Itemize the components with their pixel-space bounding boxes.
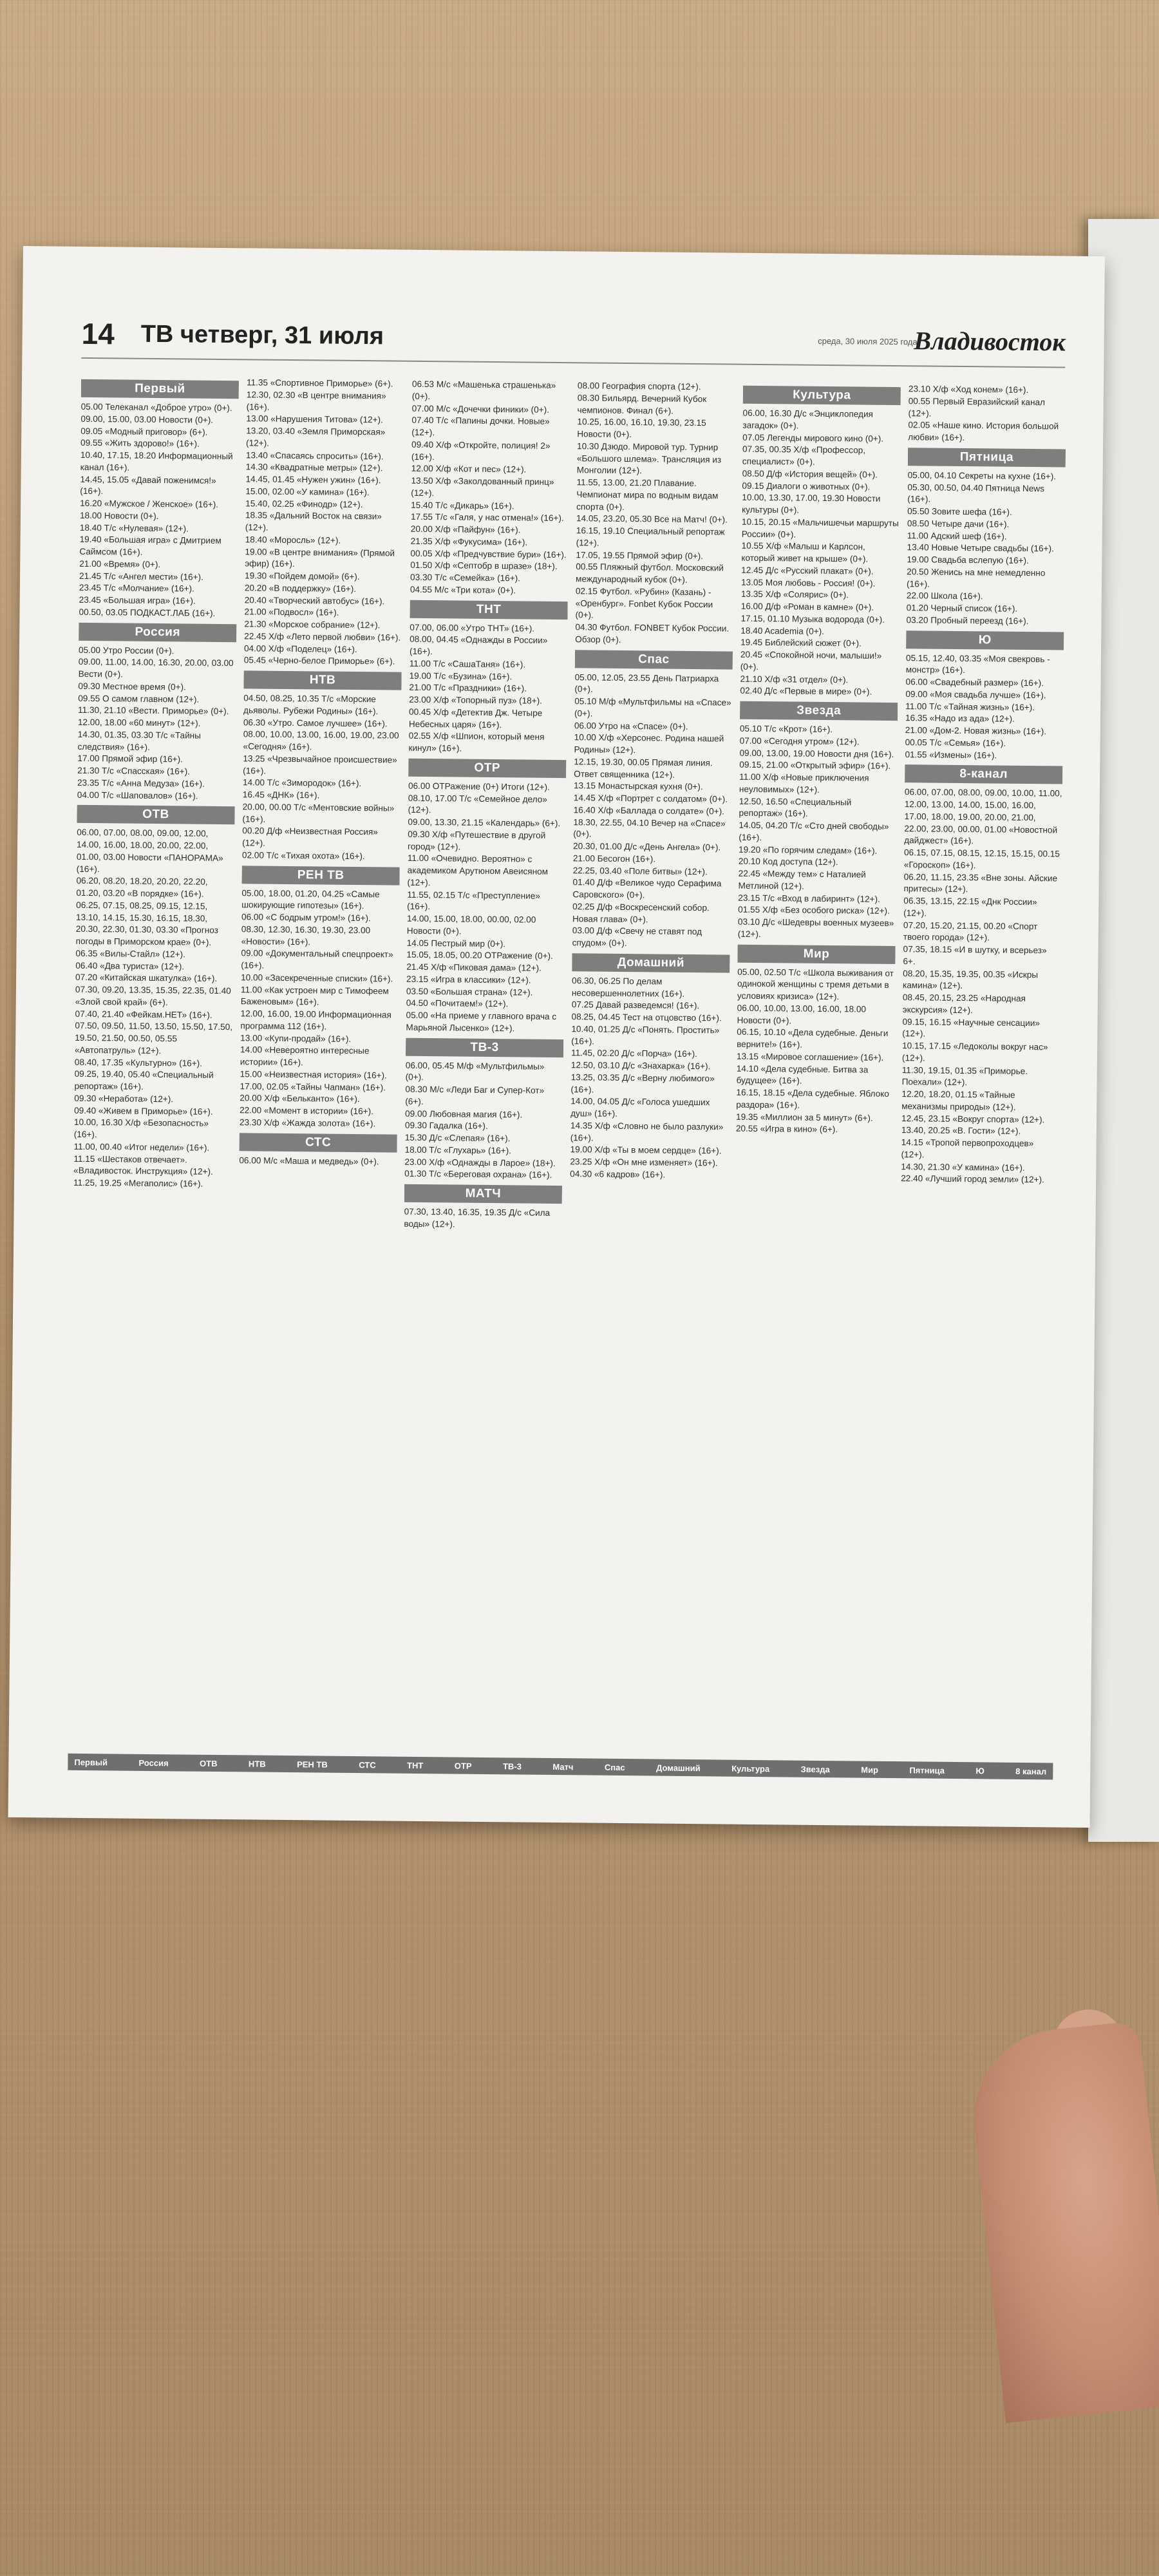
program-listing: 11.30, 19.15, 01.35 «Приморье. Поехали» (12+). xyxy=(901,1065,1028,1088)
program-listing: 06.35 «Вилы-Стайл» (12+). xyxy=(75,948,185,960)
program-listing: 12.00 Х/ф «Кот и пес» (12+). xyxy=(411,464,527,475)
program-listing: 00.05 Т/с «Семья» (16+). xyxy=(905,737,1006,748)
channel-header: Домашний xyxy=(572,953,730,972)
program-listing: 12.50, 16.50 «Специальный репортаж» (16+). xyxy=(739,796,852,819)
program-listing: 06.00, 07.00, 08.00, 09.00, 12.00, 14.00, 16.00, 18.00, 20.00, 22.00, 01.00, 03.00 Новости «ПАНОРАМА» (16+). xyxy=(76,828,223,874)
program-listing: 04.50 «Почитаем!» (12+). xyxy=(406,998,509,1009)
program-listing: 14.05, 04.20 Т/с «Сто дней свободы» (16+). xyxy=(739,820,889,842)
program-listing: 10.30 Дзюдо. Мировой тур. Турнир «Большого шлема». Трансляция из Монголии (12+). xyxy=(576,441,722,476)
footer-channel-label: Звезда xyxy=(800,1764,830,1774)
program-listing: 05.45 «Черно-белое Приморье» (6+). xyxy=(243,655,395,667)
program-listing: 09.15, 21.00 «Открытый эфир» (16+). xyxy=(739,759,891,772)
program-listing: 00.55 Пляжный футбол. Московский международный кубок (0+). xyxy=(576,562,724,585)
program-listing: 09.00 «Моя свадьба лучше» (16+). xyxy=(905,688,1046,701)
program-listing: 21.30 Т/с «Спасская» (16+). xyxy=(77,765,190,777)
channel-header: 8-канал xyxy=(905,764,1062,784)
program-listing: 17.05, 19.55 Прямой эфир (0+). xyxy=(576,549,704,561)
program-listing: 11.30, 21.10 «Вести. Приморье» (0+). xyxy=(78,705,229,717)
channel-header: Пятница xyxy=(908,448,1066,467)
program-listing: 01.40 Д/ф «Великое чудо Серафима Саровского» (0+). xyxy=(572,877,722,900)
program-listing: 06.40 «Два туриста» (12+). xyxy=(75,960,185,971)
footer-channel-label: ТНТ xyxy=(407,1760,424,1770)
program-listing: 18.35 «Дальний Восток на связи» (12+). xyxy=(245,510,382,533)
program-listing: 18.00 Т/с «Глухарь» (16+). xyxy=(404,1144,512,1156)
program-listing: 09.40 Х/ф «Откройте, полиция! 2» (16+). xyxy=(411,439,551,462)
program-listing: 07.35, 18.15 «И в шутку, и всерьез» 6+. xyxy=(903,944,1047,967)
program-listing: 19.45 Библейский сюжет (0+). xyxy=(740,637,862,649)
channel-header: Мир xyxy=(737,944,895,963)
program-listing: 09.30 Гадалка (16+). xyxy=(404,1121,488,1132)
program-listing: 21.10 Х/ф «31 отдел» (0+). xyxy=(740,674,849,685)
program-listing: 09.30 Местное время (0+). xyxy=(78,681,186,692)
program-listing: 19.35 «Миллион за 5 минут» (6+). xyxy=(736,1112,873,1123)
program-listing: 08.50 Д/ф «История вещей» (0+). xyxy=(742,468,878,480)
program-listing: 16.35 «Надо из ада» (12+). xyxy=(905,713,1015,724)
program-listing: 21.45 Т/с «Ангел мести» (16+). xyxy=(79,571,203,582)
program-listing: 02.15 Футбол. «Рубин» (Казань) - «Оренбург». Fonbet Кубок России (0+). xyxy=(575,586,713,620)
program-listing: 10.40, 01.25 Д/с «Понять. Простить» (16+). xyxy=(571,1023,720,1046)
program-listing: 06.00, 07.00, 08.00, 09.00, 10.00, 11.00, 12.00, 13.00, 14.00, 15.00, 16.00, 17.00, 18.00, 19.00, 20.00, 21.00, 22.00, 23.00, 00.00, 01.00 «Новостной дайджест» (16+). xyxy=(904,787,1062,846)
program-listing: 09.30 «Неработа» (12+). xyxy=(74,1093,174,1104)
program-listing: 18.40 Т/с «Нулевая» (12+). xyxy=(79,522,189,533)
program-listing: 11.00 Т/с «СашаТаня» (16+). xyxy=(409,658,526,670)
program-listing: 23.30 Х/ф «Жажда золота» (16+). xyxy=(239,1117,376,1129)
program-listing: 06.00, 10.00, 13.00, 16.00, 18.00 Новости (0+). xyxy=(737,1003,867,1026)
program-listing: 06.20, 08.20, 18.20, 20.20, 22.20, 01.20, 03.20 «В порядке» (16+). xyxy=(76,876,208,899)
channel-header: Ю xyxy=(906,630,1064,650)
program-listing: 07.00 «Сегодня утром» (12+). xyxy=(739,735,860,747)
channel-header: СТС xyxy=(240,1133,397,1152)
program-listing: 13.25, 03.35 Д/с «Верну любимого» (16+). xyxy=(570,1072,715,1095)
footer-channel-label: СТС xyxy=(359,1759,376,1770)
program-listing: 17.00, 02.05 «Тайны Чапман» (16+). xyxy=(240,1081,386,1092)
program-listing: 09.05 «Модный приговор» (6+). xyxy=(80,426,208,437)
program-listing: 09.00, 11.00, 14.00, 16.30, 20.00, 03.00 Вести (0+). xyxy=(78,657,234,679)
program-listing: 14.45, 01.45 «Нужен ужин» (16+). xyxy=(245,474,381,486)
footer-channel-label: Россия xyxy=(138,1757,169,1768)
program-listing: 05.00 Телеканал «Доброе утро» (0+). xyxy=(80,401,232,413)
program-listing: 16.15, 19.10 Специальный репортаж (12+). xyxy=(576,526,725,548)
program-listing: 06.15, 07.15, 08.15, 12.15, 15.15, 00.15 «Гороскоп» (16+). xyxy=(903,848,1060,870)
program-listing: 20.10 Код доступа (12+). xyxy=(738,856,838,867)
program-listing: 22.25, 03.40 «Поле битвы» (12+). xyxy=(572,865,708,876)
program-listing: 12.15, 19.30, 00.05 Прямая линия. Ответ священника (12+). xyxy=(574,756,713,780)
channel-header: Первый xyxy=(81,379,239,399)
program-listing: 18.00 Новости (0+). xyxy=(79,510,159,521)
program-listing: 05.15, 12.40, 03.35 «Моя свекровь - монстр» (16+). xyxy=(905,652,1050,676)
program-listing: 15.00 «Неизвестная история» (16+). xyxy=(240,1069,387,1081)
program-listing: 20.30, 01.00 Д/с «День Ангела» (0+). xyxy=(573,841,721,853)
schedule-column xyxy=(234,377,404,1737)
program-listing: 13.40 Новые Четыре свадьбы (16+). xyxy=(907,542,1054,554)
program-listing: 15.40, 02.25 «Финодр» (12+). xyxy=(245,498,363,509)
program-listing: 10.00, 16.30 Х/ф «Безопасность» (16+). xyxy=(73,1117,209,1140)
program-listing: 12.30, 02.30 «В центре внимания» (16+). xyxy=(246,390,386,412)
program-listing: 06.00 «С бодрым утром!» (16+). xyxy=(241,912,371,923)
program-listing: 23.15 «Игра в классики» (12+). xyxy=(406,974,531,985)
program-listing: 00.50, 03.05 ПОДКАСТ.ЛАБ (16+). xyxy=(79,607,216,618)
program-listing: 13.15 «Мировое соглашение» (16+). xyxy=(736,1051,884,1063)
program-listing: 07.40 Т/с «Папины дочки. Новые» (12+). xyxy=(411,415,550,438)
program-listing: 16.15, 18.15 «Дела судебные. Яблоко раздора» (16+). xyxy=(736,1087,889,1110)
program-listing: 11.00 Адский шеф (16+). xyxy=(907,530,1007,542)
program-listing: 16.20 «Мужское / Женское» (16+). xyxy=(80,498,219,509)
program-listing: 08.00, 10.00, 13.00, 16.00, 19.00, 23.00 «Сегодня» (16+). xyxy=(243,729,399,752)
program-listing: 10.15, 20.15 «Мальчишечьи маршруты России» (0+). xyxy=(741,516,899,540)
program-listing: 09.55 О самом главном (12+). xyxy=(78,693,200,705)
program-listing: 13.40 «Спасаясь спросить» (16+). xyxy=(245,450,384,461)
program-listing: 03.00 Д/ф «Свечу не ставят под спудом» (0+). xyxy=(572,925,702,949)
program-listing: 06.30, 06.25 По делам несовершеннолетних (16+). xyxy=(571,975,685,999)
program-listing: 09.00, 13.30, 21.15 «Календарь» (6+). xyxy=(408,817,561,829)
program-listing: 07.20, 15.20, 21.15, 00.20 «Спорт твоего города» (12+). xyxy=(903,920,1038,943)
program-listing: 23.35 Т/с «Анна Медуза» (16+). xyxy=(77,777,205,789)
program-listing: 04.30 «6 кадров» (16+). xyxy=(570,1168,666,1180)
page-number: 14 xyxy=(81,316,115,351)
program-listing: 07.40, 21.40 «Фейкам.НЕТ» (16+). xyxy=(75,1009,212,1020)
program-listing: 01.30 Т/с «Береговая охрана» (16+). xyxy=(404,1169,552,1180)
program-listing: 15.00, 02.00 «У камина» (16+). xyxy=(245,486,370,497)
footer-channel-label: ТВ-3 xyxy=(502,1761,522,1772)
program-listing: 04.50, 08.25, 10.35 Т/с «Морские дьяволы. Рубежи Родины» (16+). xyxy=(243,693,379,717)
page-header xyxy=(81,316,1066,365)
program-listing: 09.00, 13.00, 19.00 Новости дня (16+). xyxy=(739,748,894,759)
program-listing: 04.00 Х/ф «Поделец» (16+). xyxy=(243,643,357,654)
program-listing: 03.20 Пробный переезд (16+). xyxy=(906,614,1029,626)
program-listing: 17.55 Т/с «Галя, у нас отмена!» (16+). xyxy=(410,512,564,524)
schedule-column xyxy=(896,383,1066,1743)
program-listing: 09.30 Х/ф «Путешествие в другой город» (12+). xyxy=(408,829,546,852)
program-listing: 20.20 «В поддержку» (16+). xyxy=(244,583,357,594)
program-listing: 08.20, 15.35, 19.35, 00.35 «Искры камина» (12+). xyxy=(902,968,1039,991)
footer-channel-label: Домашний xyxy=(656,1763,701,1773)
program-listing: 14.00, 04.05 Д/с «Голоса ушедших душ» (16+). xyxy=(570,1096,710,1119)
program-listing: 07.35, 00.35 Х/ф «Профессор, специалист» (0+). xyxy=(742,444,866,467)
program-listing: 01.55 Х/ф «Без особого риска» (12+). xyxy=(738,904,890,916)
program-listing: 13.20, 03.40 «Земля Приморская» (12+). xyxy=(246,426,386,448)
program-listing: 08.30, 12.30, 16.30, 19.30, 23.00 «Новости» (16+). xyxy=(241,924,371,947)
program-listing: 12.50, 03.10 Д/с «Знахарка» (16+). xyxy=(570,1060,711,1072)
program-listing: 04.55 М/с «Три кота» (0+). xyxy=(410,584,516,596)
program-listing: 07.30, 13.40, 16.35, 19.35 Д/с «Сила воды» (12+). xyxy=(404,1206,551,1229)
program-listing: 08.30 М/с «Леди Баг и Супер-Кот» (6+). xyxy=(405,1084,545,1106)
program-listing: 15.40 Т/с «Дикарь» (16+). xyxy=(411,500,514,511)
program-listing: 07.00 М/с «Дочечки финики» (0+). xyxy=(411,403,550,415)
program-listing: 10.40, 17.15, 18.20 Информационный канал (16+). xyxy=(80,450,233,473)
footer-channel-label: ОТВ xyxy=(199,1758,218,1768)
program-listing: 12.45, 23.15 «Вокруг спорта» (12+). xyxy=(901,1113,1045,1124)
page-title: ТВ четверг, 31 июля xyxy=(140,320,384,350)
program-listing: 09.00 «Документальный спецпроект» (16+). xyxy=(241,948,393,971)
program-listing: 06.00, 16.30 Д/с «Энциклопедия загадок» (0+). xyxy=(742,408,874,431)
program-listing: 00.05 Х/ф «Предчувствие бури» (16+). xyxy=(410,548,567,560)
program-listing: 14.00, 15.00, 18.00, 00.00, 02.00 Новости (0+). xyxy=(406,913,536,936)
program-listing: 13.00 «Нарушения Титова» (12+). xyxy=(246,413,383,425)
program-listing: 00.45 Х/ф «Детектив Дж. Четыре Небесных царя» (16+). xyxy=(408,706,543,730)
program-listing: 00.55 Первый Евразийский канал (12+). xyxy=(908,395,1046,419)
program-listing: 12.00, 18.00 «60 минут» (12+). xyxy=(77,717,201,728)
program-listing: 14.15 «Тропой первопроходцев» (12+). xyxy=(901,1137,1034,1160)
program-listing: 11.25, 19.25 «Мегаполис» (16+). xyxy=(73,1177,203,1189)
program-listing: 22.40 «Лучший город земли» (12+). xyxy=(901,1173,1044,1185)
channel-header: ОТР xyxy=(408,759,566,778)
channel-header: Россия xyxy=(79,622,236,641)
program-listing: 14.45, 15.05 «Давай поженимся!» (16+). xyxy=(80,474,216,497)
program-listing: 06.00 Утро на «Спасе» (0+). xyxy=(574,720,688,732)
program-listing: 05.10 Т/с «Крот» (16+). xyxy=(739,723,833,735)
program-listing: 11.00, 00.40 «Итог недели» (16+). xyxy=(73,1141,210,1153)
program-listing: 13.15 Монастырская кухня (0+). xyxy=(573,781,703,792)
footer-channel-label: Ю xyxy=(975,1765,985,1776)
program-listing: 19.00 Т/с «Бузина» (16+). xyxy=(409,670,513,681)
program-listing: 23.45 «Большая игра» (16+). xyxy=(79,594,196,606)
program-listing: 06.25, 07.15, 08.25, 09.15, 12.15, 13.10, 14.15, 15.30, 16.15, 18.30, 20.30, 22.30, 01.30, 03.30 «Прогноз погоды в Приморском крае» (0+). xyxy=(75,900,218,947)
program-listing: 20.00, 00.00 Т/с «Ментовские войны» (16+). xyxy=(242,802,395,824)
program-listing: 09.40 «Живем в Приморье» (16+). xyxy=(74,1105,213,1117)
footer-channel-label: ОТР xyxy=(454,1761,472,1771)
footer-channel-label: Мир xyxy=(861,1765,879,1775)
program-listing: 06.00 ОТРажение (0+) Итоги (12+). xyxy=(408,781,550,792)
channel-header: РЕН ТВ xyxy=(242,866,400,885)
program-listing: 03.30 Т/с «Семейка» (16+). xyxy=(410,572,521,583)
program-listing: 07.20 «Китайская шкатулка» (16+). xyxy=(75,972,218,984)
program-listing: 09.25, 19.40, 05.40 «Специальный репортаж» (16+). xyxy=(74,1069,214,1092)
footer-channel-label: Спас xyxy=(604,1762,625,1772)
program-listing: 13.25 «Чрезвычайное происшествие» (16+). xyxy=(243,753,397,776)
program-listing: 09.15, 16.15 «Научные сенсации» (12+). xyxy=(902,1016,1040,1039)
program-listing: 08.40, 17.35 «Культурно» (16+). xyxy=(74,1057,203,1068)
program-listing: 19.30 «Пойдем домой» (6+). xyxy=(245,571,360,582)
program-listing: 06.30 «Утро. Самое лучшее» (16+). xyxy=(243,717,388,728)
program-listing: 08.45, 20.15, 23.25 «Народная экскурсия» (12+). xyxy=(902,992,1026,1015)
footer-channel-label: РЕН ТВ xyxy=(297,1759,328,1770)
program-listing: 05.00 «На приеме у главного врача с Марьяной Лысенко» (12+). xyxy=(406,1010,557,1034)
program-listing: 02.25 Д/ф «Воскресенский собор. Новая глава» (0+). xyxy=(572,901,710,924)
program-listing: 02.00 Т/с «Тихая охота» (16+). xyxy=(241,850,365,861)
footer-channel-label: 8 канал xyxy=(1015,1766,1047,1776)
schedule-column xyxy=(68,375,239,1736)
program-listing: 02.05 «Наше кино. История большой любви» (16+). xyxy=(908,420,1059,443)
program-listing: 09.55 «Жить здорово!» (16+). xyxy=(80,438,200,449)
program-listing: 05.00, 12.05, 23.55 День Патриарха (0+). xyxy=(574,672,719,694)
program-listing: 19.40 «Большая игра» с Дмитрием Саймсом (16+). xyxy=(79,535,221,557)
program-listing: 19.20 «По горячим следам» (16+). xyxy=(738,844,878,856)
channel-header: Звезда xyxy=(740,701,898,721)
program-listing: 23.15 Т/с «Вход в лабиринт» (12+). xyxy=(738,893,880,904)
program-listing: 12.45 Д/с «Русский плакат» (0+). xyxy=(741,565,874,576)
program-listing: 17.15, 01.10 Музыка водорода (0+). xyxy=(740,613,885,625)
program-listing: 13.40, 20.25 «В. Гости» (12+). xyxy=(901,1125,1021,1137)
program-listing: 05.30, 00.50, 04.40 Пятница News (16+). xyxy=(907,482,1045,504)
program-listing: 11.00 «Как устроен мир с Тимофеем Баженовым» (16+). xyxy=(240,984,389,1007)
schedule-column xyxy=(565,380,735,1740)
program-listing: 14.45 Х/ф «Портрет с солдатом» (0+). xyxy=(573,793,728,804)
program-listing: 11.00 Т/с «Тайная жизнь» (16+). xyxy=(905,701,1035,712)
program-listing: 04.30 Футбол. FONBET Кубок России. Обзор (0+). xyxy=(575,622,730,645)
newspaper-page xyxy=(8,246,1105,1828)
program-listing: 13.05 Моя любовь - Россия! (0+). xyxy=(740,577,876,589)
program-listing: 15.30 Д/с «Слепая» (16+). xyxy=(404,1132,511,1144)
channel-header: ТНТ xyxy=(410,600,567,619)
channel-header: ТВ-3 xyxy=(406,1037,563,1057)
program-listing: 21.00 «Дом-2. Новая жизнь» (16+). xyxy=(905,725,1047,737)
program-listing: 09.00, 15.00, 03.00 Новости (0+). xyxy=(80,413,214,425)
program-listing: 20.40 «Творческий автобус» (16+). xyxy=(244,594,385,606)
program-listing: 10.00 «Засекреченные списки» (16+). xyxy=(241,972,393,984)
program-listing: 23.10 Х/ф «Ход конем» (16+). xyxy=(908,384,1029,395)
program-listing: 08.00, 04.45 «Однажды в России» (16+). xyxy=(409,634,548,657)
channel-header: ОТВ xyxy=(77,805,234,824)
program-listing: 02.40 Д/с «Первые в мире» (0+). xyxy=(740,685,872,697)
program-listing: 08.10, 17.00 Т/с «Семейное дело» (12+). xyxy=(408,793,547,815)
program-listing: 16.45 «ДНК» (16+). xyxy=(242,790,320,800)
program-listing: 22.45 «Между тем» с Наталией Метлиной (12+). xyxy=(738,868,866,891)
program-listing: 07.25 Давай разведемся! (16+). xyxy=(571,999,700,1011)
program-listing: 23.00 Х/ф «Топорный пуз» (18+). xyxy=(409,694,543,706)
program-listing: 11.35 «Спортивное Приморье» (6+). xyxy=(246,377,393,389)
channel-header: НТВ xyxy=(243,670,401,690)
channel-index-bar xyxy=(68,1754,1053,1780)
program-listing: 18.30, 22.55, 04.10 Вечер на «Спасе» (0+). xyxy=(573,817,726,839)
program-listing: 15.05, 18.05, 00.20 ОТРажение (0+). xyxy=(406,950,553,961)
program-listing: 06.00 «Свадебный размер» (16+). xyxy=(905,677,1044,688)
program-listing: 13.50 Х/ф «Заколдованный принц» (12+). xyxy=(411,475,554,498)
program-listing: 17.00 Прямой эфир (16+). xyxy=(77,753,183,764)
program-listing: 14.30 «Квадратные метры» (12+). xyxy=(245,462,383,473)
program-listing: 21.35 Х/ф «Фукусима» (16+). xyxy=(410,536,528,547)
program-listing: 20.50 Женись на мне немедленно (16+). xyxy=(906,566,1046,589)
program-listing: 06.00 М/с «Маша и медведь» (0+). xyxy=(239,1155,379,1166)
program-listing: 08.30 Бильярд. Вечерний Кубок чемпионов. Финал (6+). xyxy=(577,393,707,416)
program-listing: 19.00 Х/ф «Ты в моем сердце» (16+). xyxy=(570,1144,722,1156)
program-listing: 16.00 Д/ф «Роман в камне» (0+). xyxy=(740,601,874,612)
program-listing: 13.00 «Купи-продай» (16+). xyxy=(240,1032,352,1044)
program-listing: 12.00, 16.00, 19.00 Информационная программа 112 (16+). xyxy=(240,1009,391,1032)
program-listing: 20.55 «Игра в кино» (6+). xyxy=(735,1123,838,1135)
program-listing: 19.00 «В центре внимания» (Прямой эфир) (16+). xyxy=(245,546,395,569)
program-listing: 10.25, 16.00, 16.10, 19.30, 23.15 Новости (0+). xyxy=(577,417,706,440)
program-listing: 06.53 М/с «Машенька страшенька» (0+). xyxy=(411,379,556,401)
program-listing: 05.00, 02.50 Т/с «Школа выживания от одинокой женщины с тремя детьми в условиях кризиса» (12+). xyxy=(737,967,894,1002)
program-listing: 20.00 Х/ф «Пайфун» (16+). xyxy=(410,524,521,535)
program-listing: 11.00 «Очевидно. Вероятно» с академиком Арутюном Авеисяном (12+). xyxy=(407,853,549,887)
issue-date: среда, 30 июля 2025 года xyxy=(818,336,918,347)
program-listing: 11.55, 02.15 Т/с «Преступление» (16+). xyxy=(407,889,540,912)
program-listing: 03.50 «Большая страна» (12+). xyxy=(406,986,533,998)
program-listing: 20.45 «Спокойной ночи, малыши!» (0+). xyxy=(740,649,882,672)
program-listing: 21.00 «Подвосл» (16+). xyxy=(244,607,339,618)
program-listing: 21.00 Т/с «Праздники» (16+). xyxy=(409,683,527,694)
program-listing: 07.30, 09.20, 13.35, 15.35, 22.35, 01.40 «Злой свой край» (6+). xyxy=(75,984,231,1007)
program-listing: 04.00 Т/с «Шаповалов» (16+). xyxy=(77,790,198,801)
program-listing: 14.00 «Невероятно интересные истории» (16+). xyxy=(240,1045,370,1068)
program-listing: 10.55 Х/ф «Малыш и Карлсон, который живет на крыше» (0+). xyxy=(741,540,869,564)
program-listing: 14.30, 01.35, 03.30 Т/с «Тайны следствия» (16+). xyxy=(77,729,202,752)
program-listing: 08.00 География спорта (12+). xyxy=(577,381,701,392)
program-listing: 05.50 Зовите шефа (16+). xyxy=(907,506,1012,517)
program-listing: 19.00 Свадьба вслепую (16+). xyxy=(907,554,1029,566)
program-listing: 01.55 «Измены» (16+). xyxy=(905,749,997,761)
program-listing: 12.20, 18.20, 01.15 «Тайные механизмы природы» (12+). xyxy=(901,1089,1016,1112)
program-listing: 21.00 «Время» (0+). xyxy=(79,558,161,569)
program-listing: 11.15 «Шестаков отвечает». «Владивосток. Инструкция» (12+). xyxy=(73,1153,213,1177)
program-listing: 06.00, 05.45 М/ф «Мультфильмы» (0+). xyxy=(405,1060,545,1083)
program-listing: 21.00 Бесогон (16+). xyxy=(572,853,656,864)
program-listing: 14.05, 23.20, 05.30 Все на Матч! (0+). xyxy=(576,513,728,525)
program-listing: 11.55, 13.00, 21.20 Плавание. Чемпионат мира по водным видам спорта (0+). xyxy=(576,477,719,512)
program-listing: 14.30, 21.30 «У камина» (16+). xyxy=(901,1161,1025,1173)
program-listing: 13.35 Х/ф «Солярис» (0+). xyxy=(740,589,849,600)
program-listing: 23.25 Х/ф «Он мне изменяет» (16+). xyxy=(570,1157,718,1168)
schedule-column xyxy=(399,379,570,1739)
program-listing: 01.50 Х/ф «Септобр в шразе» (18+). xyxy=(410,560,558,572)
footer-channel-label: НТВ xyxy=(248,1758,266,1769)
program-listing: 08.25, 04.45 Тест на отцовство (16+). xyxy=(571,1012,722,1023)
program-listing: 22.00 «Момент в истории» (16+). xyxy=(240,1105,374,1117)
program-listing: 00.20 Д/ф «Неизвестная Россия» (12+). xyxy=(242,826,378,848)
program-listing: 21.45 Х/ф «Пиковая дама» (12+). xyxy=(406,961,542,973)
tv-schedule-columns xyxy=(68,375,1066,1744)
channel-header: Культура xyxy=(743,386,901,405)
program-listing: 14.00 Т/с «Зимородок» (16+). xyxy=(242,777,362,789)
program-listing: 07.00, 06.00 «Утро ТНТ» (16+). xyxy=(410,622,535,634)
program-listing: 10.00 Х/ф «Херсонес. Родина нашей Родины» (12+). xyxy=(574,732,724,755)
program-listing: 01.20 Черный список (16+). xyxy=(906,603,1018,614)
program-listing: 18.40 «Моросль» (12+). xyxy=(245,535,341,545)
program-listing: 07.05 Легенды мирового кино (0+). xyxy=(742,432,884,444)
program-listing: 02.55 Х/ф «Шпион, который меня кинул» (16+). xyxy=(408,731,545,753)
program-listing: 23.45 Т/с «Молчание» (16+). xyxy=(79,583,194,594)
program-listing: 20.00 Х/ф «Бельканто» (16+). xyxy=(240,1093,360,1104)
program-listing: 22.00 Школа (16+). xyxy=(906,591,983,601)
program-listing: 06.15, 10.10 «Дела судебные. Деньги верните!» (16+). xyxy=(737,1027,889,1050)
program-listing: 10.00, 13.30, 17.00, 19.30 Новости культуры (0+). xyxy=(742,492,881,515)
program-listing: 16.40 Х/ф «Баллада о солдате» (0+). xyxy=(573,804,725,817)
program-listing: 18.40 Academia (0+). xyxy=(740,625,824,636)
program-listing: 05.00, 18.00, 01.20, 04.25 «Самые шокирующие гипотезы» (16+). xyxy=(241,887,380,911)
program-listing: 05.00, 04.10 Секреты на кухне (16+). xyxy=(907,469,1057,482)
program-listing: 11.45, 02.20 Д/с «Порча» (16+). xyxy=(570,1048,698,1059)
footer-channel-label: Матч xyxy=(552,1761,574,1772)
footer-channel-label: Пятница xyxy=(909,1765,945,1776)
program-listing: 09.15 Диалоги о животных (0+). xyxy=(742,480,871,492)
schedule-column xyxy=(730,382,901,1742)
program-listing: 21.30 «Морское собрание» (12+). xyxy=(244,619,381,630)
program-listing: 09.00 Любовная магия (16+). xyxy=(405,1108,523,1120)
program-listing: 14.10 «Дела судебные. Битва за будущее» (16+). xyxy=(736,1063,869,1086)
channel-header: Спас xyxy=(575,650,733,669)
program-listing: 11.00 Х/ф «Новые приключения неуловимых» (12+). xyxy=(739,772,869,795)
program-listing: 05.10 М/ф «Мультфильмы на «Спасе» (0+). xyxy=(574,696,731,719)
program-listing: 07.50, 09.50, 11.50, 13.50, 15.50, 17.50, 19.50, 21.50, 00.50, 05.55 «Автопатруль» (12+). xyxy=(74,1021,233,1056)
program-listing: 14.35 Х/ф «Словно не было разлуки» (16+). xyxy=(570,1120,724,1143)
program-listing: 03.10 Д/с «Шедевры военных музеев» (12+). xyxy=(737,916,894,939)
program-listing: 14.05 Пестрый мир (0+). xyxy=(406,938,506,949)
footer-channel-label: Культура xyxy=(731,1763,770,1774)
program-listing: 10.15, 17.15 «Ледоколы вокруг нас» (12+). xyxy=(901,1041,1048,1063)
program-listing: 06.35, 13.15, 22.15 «Днк России» (12+). xyxy=(903,896,1037,918)
newspaper-brand: Владивосток xyxy=(914,326,1066,357)
footer-channel-label: Первый xyxy=(74,1757,108,1767)
program-listing: 22.45 Х/ф «Лето первой любви» (16+). xyxy=(244,631,401,643)
program-listing: 06.20, 11.15, 23.35 «Вне зоны. Айские притесы» (12+). xyxy=(903,871,1058,895)
program-listing: 23.00 Х/ф «Однажды в Ларое» (18+). xyxy=(404,1157,556,1168)
program-listing: 08.50 Четыре дачи (16+). xyxy=(907,518,1010,529)
program-listing: 05.00 Утро России (0+). xyxy=(78,645,174,656)
channel-header: МАТЧ xyxy=(404,1184,562,1204)
